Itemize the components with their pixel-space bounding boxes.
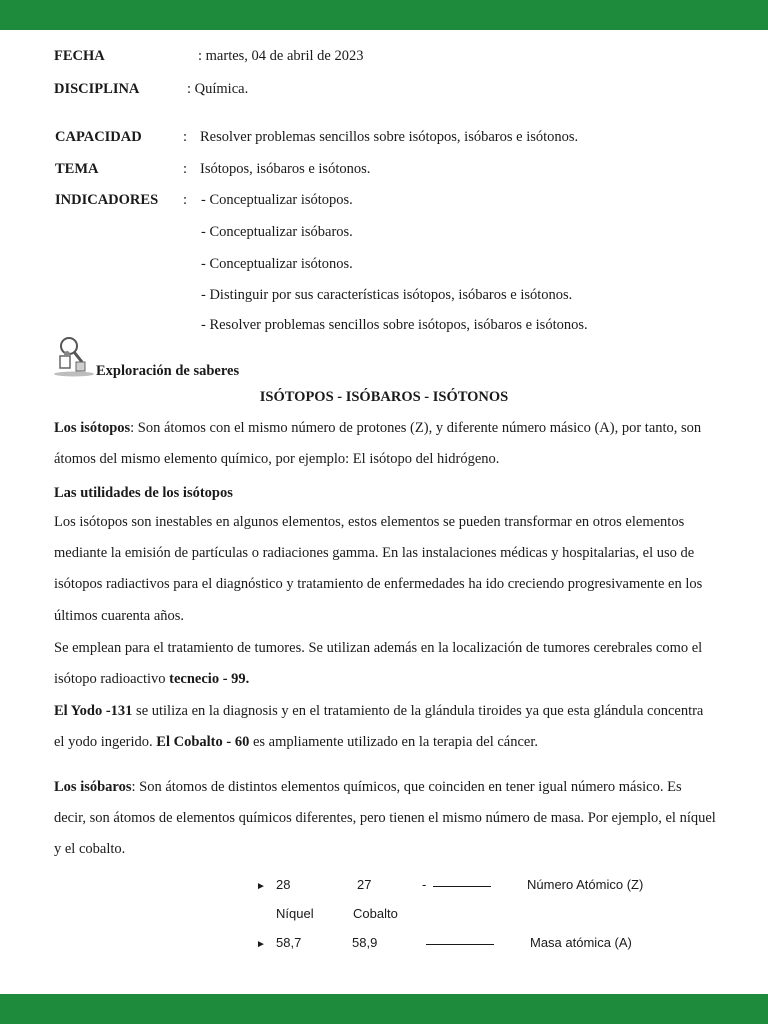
magnifier-explorer-icon — [52, 332, 96, 378]
exploracion-heading: Exploración de saberes — [96, 363, 240, 379]
connector-line — [426, 944, 494, 945]
p3-text-a: se utiliza en la diagnosis y en el tratamiento de la glándula tiroides ya que esta glándula concentra el yodo ingerido. — [54, 703, 704, 751]
yodo-term: El Yodo -131 — [54, 703, 133, 719]
tema-label: TEMA — [55, 161, 99, 177]
niquel-z: 28 — [276, 877, 291, 892]
disciplina-label: DISCIPLINA — [54, 81, 140, 97]
indicador-item: - Conceptualizar isótonos. — [201, 256, 353, 272]
bottom-green-bar — [0, 994, 768, 1024]
fecha-value: : martes, 04 de abril de 2023 — [198, 48, 364, 64]
isobaros-paragraph — [54, 772, 716, 866]
utilidades-paragraph-3 — [54, 696, 716, 758]
capacidad-label: CAPACIDAD — [55, 129, 142, 145]
niquel-a: 58,7 — [276, 935, 302, 950]
indicadores-label: INDICADORES — [55, 192, 159, 208]
indicador-item: - Conceptualizar isótopos. — [201, 192, 353, 208]
tema-colon: : — [183, 161, 188, 177]
p3-text-b: es ampliamente utilizado en la terapia del cáncer. — [249, 734, 538, 751]
cobalto-name: Cobalto — [353, 906, 398, 921]
capacidad-colon: : — [183, 129, 188, 145]
capacidad-value: Resolver problemas sencillos sobre isótopos, isóbaros e isótonos. — [200, 129, 579, 145]
bullet-triangle-icon: ► — [256, 881, 266, 892]
isotopos-paragraph — [54, 413, 716, 475]
dash: - — [422, 877, 427, 892]
top-green-bar — [0, 0, 768, 30]
tema-value: Isótopos, isóbaros e isótonos. — [200, 161, 371, 177]
cobalto-a: 58,9 — [352, 935, 378, 950]
indicador-item: - Distinguir por sus características isótopos, isóbaros e isótonos. — [201, 287, 573, 303]
utilidades-paragraph-1: Los isótopos son inestables en algunos elementos, estos elementos se pueden transformar en otros elementos mediante la emisión de partículas o radiaciones gamma. En las instalaciones médicas y hospitalarias, el uso de isótopos radiactivos para el diagnóstico y tratamiento de enfermedades ha ido creciendo progresivamente en los últimos cuarenta años. — [54, 514, 703, 624]
bullet-triangle-icon: ► — [256, 939, 266, 950]
niquel-name: Níquel — [276, 906, 314, 921]
numero-atomico-label: Número Atómico (Z) — [527, 877, 644, 892]
p2-text: Se emplean para el tratamiento de tumores. Se utilizan además en la localización de tumores cerebrales como el isótopo radioactivo — [54, 640, 703, 688]
fecha-label: FECHA — [54, 48, 105, 64]
isobaros-term: Los isóbaros — [54, 779, 132, 795]
masa-atomica-label: Masa atómica (A) — [530, 935, 632, 950]
cobalto-term: El Cobalto - 60 — [156, 734, 250, 751]
indicador-item: - Conceptualizar isóbaros. — [201, 224, 353, 240]
utilidades-paragraph-2 — [54, 633, 716, 695]
isobaros-definition: : Son átomos de distintos elementos químicos, que coinciden en tener igual número másico. Es decir, son átomos de elementos químicos diferentes, pero tienen el mismo número de masa. Por ejemplo, el níquel y el cobalto. — [54, 779, 716, 858]
disciplina-value: : Química. — [187, 81, 249, 97]
indicadores-colon: : — [183, 192, 188, 208]
page-title: ISÓTOPOS - ISÓBAROS - ISÓTONOS — [259, 389, 509, 405]
cobalto-z: 27 — [357, 877, 372, 892]
indicador-item: - Resolver problemas sencillos sobre isótopos, isóbaros e isótonos. — [201, 317, 588, 333]
tecnecio-term: tecnecio - 99. — [169, 671, 250, 688]
isotopos-definition: : Son átomos con el mismo número de protones (Z), y diferente número másico (A), por tanto, son átomos del mismo elemento químico, por ejemplo: El isótopo del hidrógeno. — [54, 420, 702, 468]
connector-line — [433, 886, 491, 887]
utilidades-heading: Las utilidades de los isótopos — [54, 485, 233, 501]
isotopos-term: Los isótopos — [54, 420, 131, 436]
